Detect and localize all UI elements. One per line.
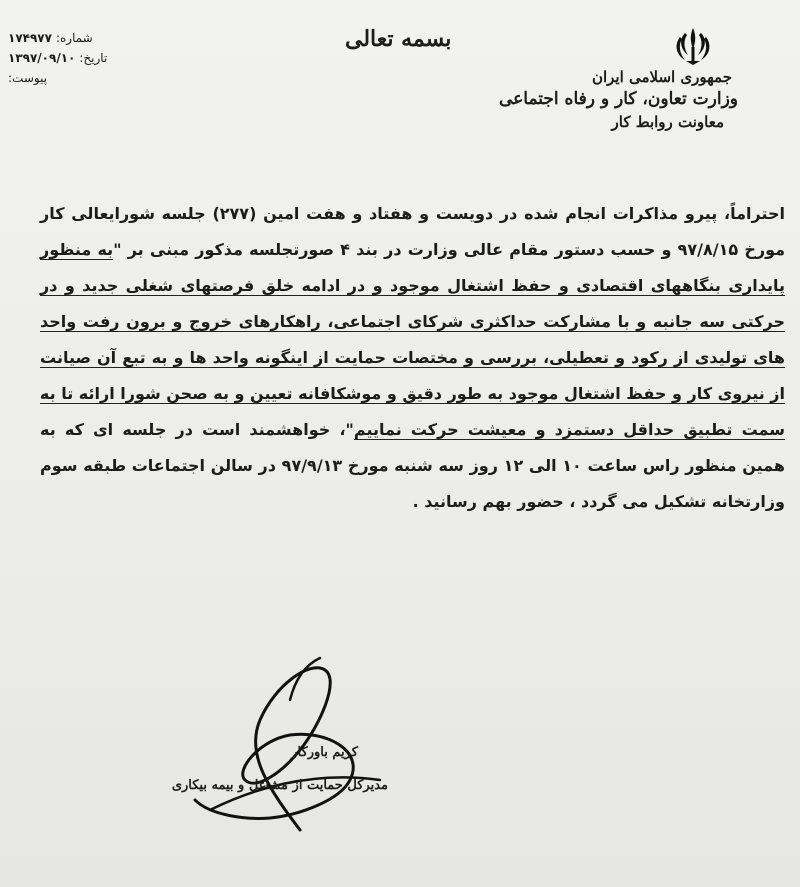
- handwritten-signature: [150, 640, 450, 840]
- signer-title: مدیرکل حمایت از مشاغل و بیمه بیکاری: [171, 778, 388, 793]
- body-text: احتراماً، پیرو مذاکرات انجام شده در دویست و هفتاد و هفت امین (۲۷۷) جلسه شورایعالی کار: [40, 204, 786, 223]
- letter-number-value: ۱۷۴۹۷۷: [8, 31, 52, 45]
- body-text: وزارتخانه تشکیل می گردد ، حضور بهم رسانید .: [412, 492, 785, 511]
- body-line: [40, 484, 785, 520]
- org-country: جمهوری اسلامی ایران: [591, 68, 732, 86]
- letter-number-row: [8, 28, 128, 48]
- letter-date-label: تاریخ:: [79, 51, 108, 65]
- body-text-underlined: پایداری بنگاههای اقتصادی و حفظ اشتغال موجود و در ادامه خلق فرصتهای شغلی جدید و در: [40, 276, 785, 295]
- attachment-row: [8, 68, 128, 88]
- body-text: همین منظور راس ساعت ۱۰ الی ۱۲ روز سه شنبه مورخ ۹۷/۹/۱۳ در سالن اجتماعات طبقه سوم: [40, 456, 785, 475]
- reference-block: [8, 28, 128, 88]
- body-text-underlined: سمت تطبیق حداقل دستمزد و معیشت حرکت نماییم: [353, 420, 785, 439]
- body-line: [40, 448, 785, 484]
- body-text-underlined: های تولیدی از رکود و تعطیلی، بررسی و مختصات حمایت از اینگونه واحد ها و به تبع آن صیانت: [40, 348, 785, 367]
- body-line: [40, 196, 785, 232]
- letter-body: [40, 196, 785, 520]
- body-line: [40, 412, 785, 448]
- body-line: [40, 304, 785, 340]
- letter-date-row: [8, 48, 128, 68]
- letter-number-label: شماره:: [55, 31, 93, 45]
- iran-emblem-icon: [672, 25, 714, 67]
- body-line: [40, 376, 785, 412]
- body-line: [40, 340, 785, 376]
- body-text: مورخ ۹۷/۸/۱۵ و حسب دستور مقام عالی وزارت در بند ۴ صورتجلسه مذکور مبنی بر ": [113, 240, 786, 259]
- attachment-label: پیوست:: [8, 71, 48, 85]
- body-text-underlined: از نیروی کار و حفظ اشتغال موجود به طور دقیق و موشکافانه تعیین و به صحن شورا ارائه تا به: [39, 384, 785, 403]
- body-line: [40, 232, 785, 268]
- signer-name: کریم باورکار: [291, 745, 358, 760]
- org-ministry: وزارت تعاون، کار و رفاه اجتماعی: [498, 89, 738, 109]
- letter-date-value: ۱۳۹۷/۰۹/۱۰: [8, 51, 76, 65]
- basmala-heading: بسمه تعالی: [345, 26, 452, 52]
- body-text: "، خواهشمند است در جلسه ای که به: [40, 420, 354, 439]
- body-text-underlined: حرکتی سه جانبه و با مشارکت حداکثری شرکای اجتماعی، راهکارهای خروج و برون رفت واحد: [40, 312, 785, 331]
- organization-heading: [498, 68, 738, 131]
- org-department: معاونت روابط کار: [611, 113, 724, 131]
- body-line: [40, 268, 785, 304]
- body-text-underlined: به منظور: [40, 240, 114, 259]
